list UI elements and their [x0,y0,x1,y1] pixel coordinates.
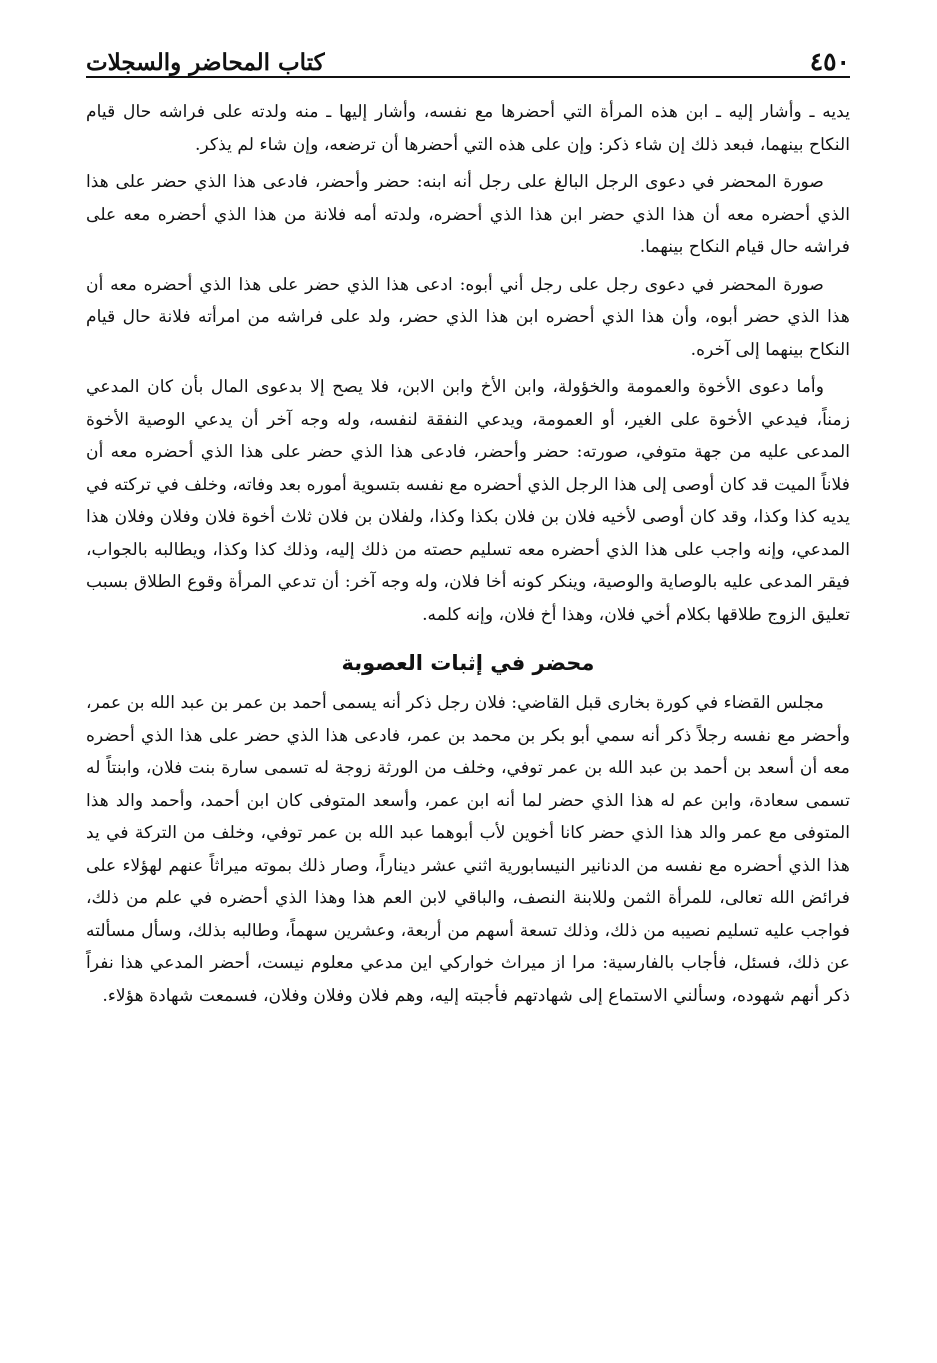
paragraph: صورة المحضر في دعوى رجل على رجل أني أبوه: ادعى هذا الذي حضر على هذا الذي أحضره معه أن هذا الذي حضر أبوه، وأن هذا الذي أحضره ابن هذا الذي حضر، ولد على فراشه من امرأته فلانة حال قيام النكاح بينهما إلى آخره. [86,274,850,360]
paragraph: صورة المحضر في دعوى الرجل البالغ على رجل أنه ابنه: حضر وأحضر، فادعى هذا الذي حضر على هذا الذي أحضره معه أن هذا الذي حضر ابن هذا الذي أحضره، ولدته أمه فلانة من هذا الذي أحضره معه على فراشه حال قيام النكاح بينهما. [86,172,850,257]
paragraph: وأما دعوى الأخوة والعمومة والخؤولة، وابن الأخ وابن الابن، فلا يصح إلا بدعوى المال بأن كان المدعي زمناً، فيدعي الأخوة على الغير، أو العمومة، ويدعي النفقة لنفسه، وله وجه آخر أن يدعي الوصية الأخوة المدعى عليه من جهة متوفي، صورته: حضر وأحضر، فادعى هذا الذي حضر على هذا الذي أحضره معه أن فلاناً الميت قد كان أوصى إلى هذا الرجل الذي أحضره مع نفسه بتسوية أموره بعد وفاته، وخلف في تركته في يديه كذا وكذا، وقد كان أوصى لأخيه فلان بن فلان بكذا وكذا، ولفلان بن فلان ثلاث أخوة فلان وفلان وفلان هذا المدعي، وإنه واجب على هذا الذي أحضره معه تسليم حصته من ذلك إليه، وذلك كذا وكذا، ويطالبه بالجواب، فيقر المدعى عليه بالوصاية والوصية، وينكر كونه أخا فلان، وله وجه آخر: أن تدعي المرأة وقوع الطلاق بسبب تعليق الزوج طلاقها بكلام أخي فلان، وهذا أخ فلان، وإنه كلمه. [86,377,850,625]
running-title: كتاب المحاضر والسجلات [86,49,325,76]
section-heading: محضر في إثبات العصوبة [341,651,595,675]
page-number: ٤٥٠ [809,47,850,76]
page-header [86,34,850,74]
header-rule [86,76,850,78]
page-body [86,96,850,1017]
paragraph: مجلس القضاء في كورة بخارى قبل القاضي: فلان رجل ذكر أنه يسمى أحمد بن عمر بن عبد الله بن عمر، وأحضر مع نفسه رجلاً ذكر أنه سمي أبو بكر بن محمد بن عمر، فادعى هذا الذي حضر على هذا الذي أحضره معه أن أسعد بن أحمد بن عبد الله بن عمر توفي، وخلف من الورثة زوجة له تسمى سارة بنت فلان، وابنتاً له تسمى سعادة، وابن عم له هذا الذي حضر لما أنه ابن عمر، وأسعد المتوفى كان ابن أحمد، وأحمد والد هذا المتوفى مع عمر والد هذا الذي حضر كانا أخوين لأب أبوهما عبد الله بن عمر توفي، وخلف من التركة في يد هذا الذي أحضره مع نفسه من الدنانير النيسابورية اثني عشر ديناراً، وصار ذلك بموته ميراثاً عنهم لهؤلاء على فرائض الله تعالى، للمرأة الثمن وللابنة النصف، والباقي لابن العم هذا وهذا الذي أحضره في علم من ذلك، فواجب عليه تسليم نصيبه من ذلك، وذلك تسعة أسهم من أربعة، وعشرين سهماً، وطالبه بذلك، وسأل مسألته عن ذلك، فسئل، فأجاب بالفارسية: مرا از ميراث خواركي اين مدعي معلوم نيست، أحضر المدعي هذا نفراً ذكر أنهم شهوده، وسألني الاستماع إلى شهادتهم فأجبته إليه، وهم فلان وفلان وفلان، فسمعت شهادة هؤلاء. [86,693,850,1006]
paragraph: يديه ـ وأشار إليه ـ ابن هذه المرأة التي أحضرها مع نفسه، وأشار إليها ـ منه ولدته على فراشه حال قيام النكاح بينهما، فبعد ذلك إن شاء ذكر: وإن على هذه التي أحضرها أن ترضعه، وإن شاء لم يذكر. [86,102,850,155]
